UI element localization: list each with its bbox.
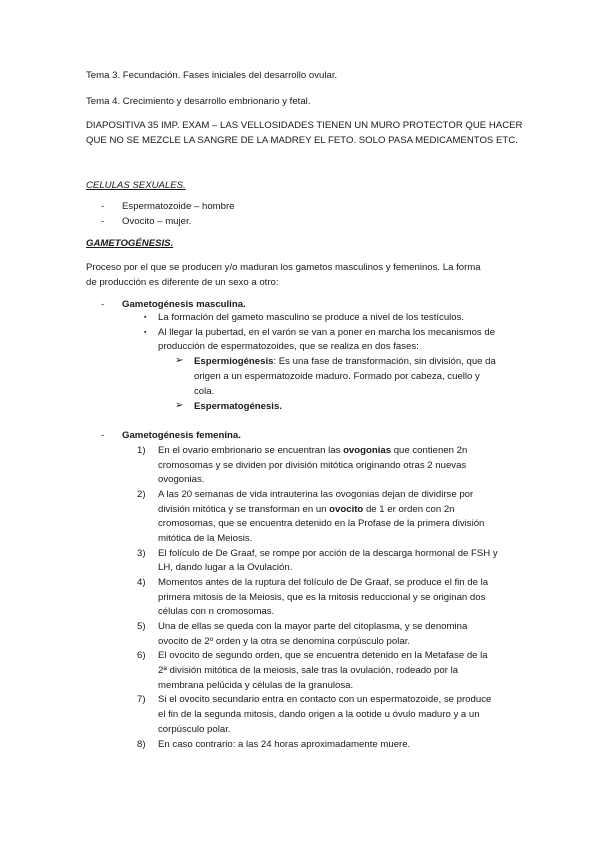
masculina-point-2-line-2: producción de espermatozoides, que se realiza en dos fases:	[158, 341, 419, 352]
femenina-item-7-line-2: el fin de la segunda mitosis, dando origen a la ootide u óvulo maduro y a un	[158, 709, 480, 720]
list-number: 5)	[137, 621, 146, 632]
square-bullet: ▪	[144, 314, 147, 321]
femenina-item-4-line-3: células con n cromosomas.	[158, 606, 275, 617]
dash-marker: -	[101, 430, 105, 441]
femenina-item-1-line-3: ovogonias.	[158, 474, 205, 485]
list-number: 2)	[137, 489, 146, 500]
femenina-item-1-line-2: cromosomas y se dividen por división mitótica originando otras 2 nuevas	[158, 460, 467, 471]
note-line-2: QUE NO SE MEZCLE LA SANGRE DE LA MADREY EL FETO. SOLO PASA MEDICAMENTOS ETC.	[86, 135, 518, 146]
square-bullet: ▪	[144, 329, 147, 336]
espermatogenesis-term: Espermatogénesis.	[194, 401, 282, 412]
femenina-item-2-line-3: cromosomas, que se encuentra detenido en la Profase de la primera división	[158, 518, 485, 529]
arrow-bullet-icon: ➢	[175, 400, 184, 411]
femenina-item-8-line-1: En caso contrario: a las 24 horas aproximadamente muere.	[158, 739, 411, 750]
ovogonias-term: ovogonias	[343, 445, 392, 456]
femenina-item-1-line-1: En el ovario embrionario se encuentran las ovogonias que contienen 2n	[158, 445, 468, 456]
femenina-heading: Gametogénesis femenina.	[122, 430, 241, 441]
tema4-line: Tema 4. Crecimiento y desarrollo embrionario y fetal.	[86, 96, 311, 107]
femenina-item-6-line-1: El ovocito de segundo orden, que se encuentra detenido en la Metafase de la	[158, 650, 488, 661]
dash-marker: -	[101, 299, 105, 310]
espermiogenesis-term: Espermiogénesis	[194, 356, 274, 367]
list-number: 6)	[137, 650, 146, 661]
dash-marker: -	[101, 216, 105, 227]
femenina-item-2-line-2: división mitótica y se transforman en un ovocito de 1 er orden con 2n	[158, 504, 455, 515]
femenina-item-5-line-1: Una de ellas se queda con la mayor parte del citoplasma, y se denomina	[158, 621, 468, 632]
femenina-item-7-line-3: corpúsculo polar.	[158, 724, 231, 735]
list-number: 3)	[137, 548, 146, 559]
list-number: 4)	[137, 577, 146, 588]
femenina-item-2-line-4: mitótica de la Meiosis.	[158, 533, 253, 544]
masculina-point-1: La formación del gameto masculino se produce a nivel de los testículos.	[158, 312, 465, 323]
femenina-item-7-line-1: Si el ovocito secundario entra en contacto con un espermatozoide, se produce	[158, 694, 492, 705]
list-number: 8)	[137, 739, 146, 750]
espermiogenesis-line-1: Espermiogénesis: Es una fase de transformación, sin división, que da	[194, 356, 496, 367]
celulas-item-2: Ovocito – mujer.	[122, 216, 192, 227]
femenina-item-3-line-2: LH, dando lugar a la Ovulación.	[158, 562, 293, 573]
tema3-line: Tema 3. Fecundación. Fases iniciales del desarrollo ovular.	[86, 70, 338, 81]
masculina-heading: Gametogénesis masculina.	[122, 299, 246, 310]
dash-marker: -	[101, 201, 105, 212]
femenina-item-5-line-2: ovocito de 2º orden y la otra se denomina corpúsculo polar.	[158, 636, 411, 647]
femenina-item-6-line-2: 2ª división mitótica de la meiosis, sale tras la ovulación, rodeado por la	[158, 665, 459, 676]
list-number: 7)	[137, 694, 146, 705]
femenina-item-3-line-1: El folículo de De Graaf, se rompe por acción de la descarga hormonal de FSH y	[158, 548, 498, 559]
femenina-item-4-line-1: Momentos antes de la ruptura del folículo de De Graaf, se produce el fin de la	[158, 577, 489, 588]
masculina-point-2-line-1: Al llegar la pubertad, en el varón se van a poner en marcha los mecanismos de	[158, 327, 496, 338]
femenina-item-4-line-2: primera mitosis de la Meiosis, que es la mitosis reduccional y se originan dos	[158, 592, 486, 603]
celulas-item-1: Espermatozoide – hombre	[122, 201, 235, 212]
femenina-item-6-line-3: membrana pelúcida y células de la granulosa.	[158, 680, 354, 691]
note-line-1: DIAPOSITIVA 35 IMP. EXAM – LAS VELLOSIDADES TIENEN UN MURO PROTECTOR QUE HACER	[86, 120, 523, 131]
ovocito-term: ovocito	[329, 504, 364, 515]
gametogenesis-intro-1: Proceso por el que se producen y/o maduran los gametos masculinos y femeninos. La forma	[86, 262, 481, 273]
espermiogenesis-line-3: cola.	[194, 386, 215, 397]
gametogenesis-intro-2: de producción es diferente de un sexo a otro:	[86, 277, 279, 288]
arrow-bullet-icon: ➢	[175, 355, 184, 366]
femenina-item-2-line-1: A las 20 semanas de vida intrauterina las ovogonias dejan de dividirse por	[158, 489, 474, 500]
list-number: 1)	[137, 445, 146, 456]
celulas-sexuales-title: CELULAS SEXUALES.	[86, 180, 186, 191]
espermiogenesis-line-2: origen a un espermatozoide maduro. Formado por cabeza, cuello y	[194, 371, 480, 382]
gametogenesis-title: GAMETOGÉNESIS.	[86, 238, 174, 249]
